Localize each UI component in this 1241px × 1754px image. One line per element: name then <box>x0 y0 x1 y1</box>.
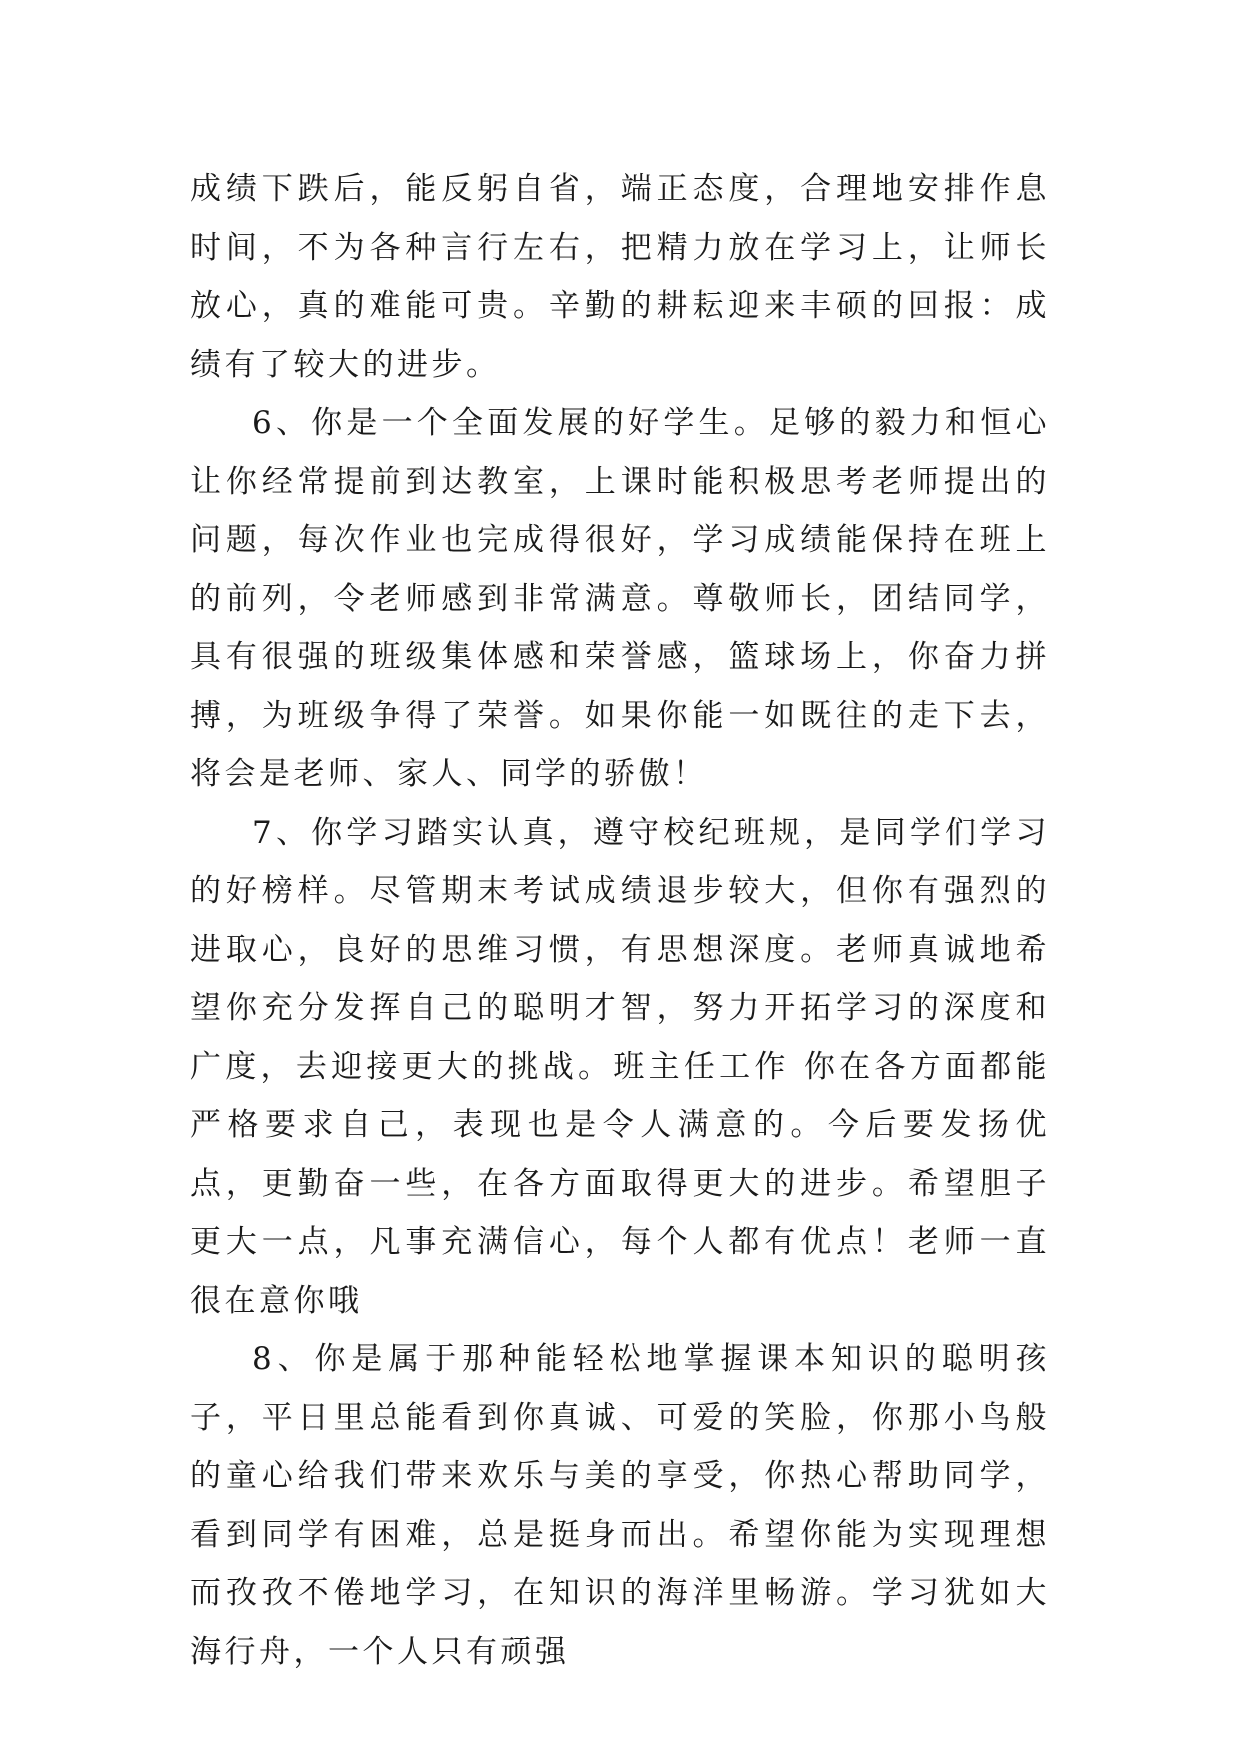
paragraph-comment-7: 7、你学习踏实认真，遵守校纪班规，是同学们学习的好榜样。尽管期末考试成绩退步较大，但你有强烈的进取心，良好的思维习惯，有思想深度。老师真诚地希望你充分发挥自己的聪明才智，努力开拓学习的深度和广度，去迎接更大的挑战。班主任工作 你在各方面都能严格要求自己，表现也是令人满意的。今后要发扬优点，更勤奋一些，在各方面取得更大的进步。希望胆子更大一点，凡事充满信心，每个人都有优点！老师一直很在意你哦 <box>190 814 1050 1319</box>
document-body <box>190 160 1050 1681</box>
paragraph-continuation: 成绩下跌后，能反躬自省，端正态度，合理地安排作息时间，不为各种言行左右，把精力放在学习上，让师长放心，真的难能可贵。辛勤的耕耘迎来丰硕的回报：成绩有了较大的进步。 <box>190 171 1050 383</box>
paragraph-comment-6: 6、你是一个全面发展的好学生。足够的毅力和恒心让你经常提前到达教室，上课时能积极思考老师提出的问题，每次作业也完成得很好，学习成绩能保持在班上的前列，令老师感到非常满意。尊敬师长，团结同学，具有很强的班级集体感和荣誉感，篮球场上，你奋力拼搏，为班级争得了荣誉。如果你能一如既往的走下去，将会是老师、家人、同学的骄傲！ <box>190 405 1050 792</box>
paragraph-comment-8: 8、你是属于那种能轻松地掌握课本知识的聪明孩子，平日里总能看到你真诚、可爱的笑脸，你那小鸟般的童心给我们带来欢乐与美的享受，你热心帮助同学，看到同学有困难，总是挺身而出。希望你能为实现理想而孜孜不倦地学习，在知识的海洋里畅游。学习犹如大海行舟，一个人只有顽强 <box>190 1341 1050 1670</box>
